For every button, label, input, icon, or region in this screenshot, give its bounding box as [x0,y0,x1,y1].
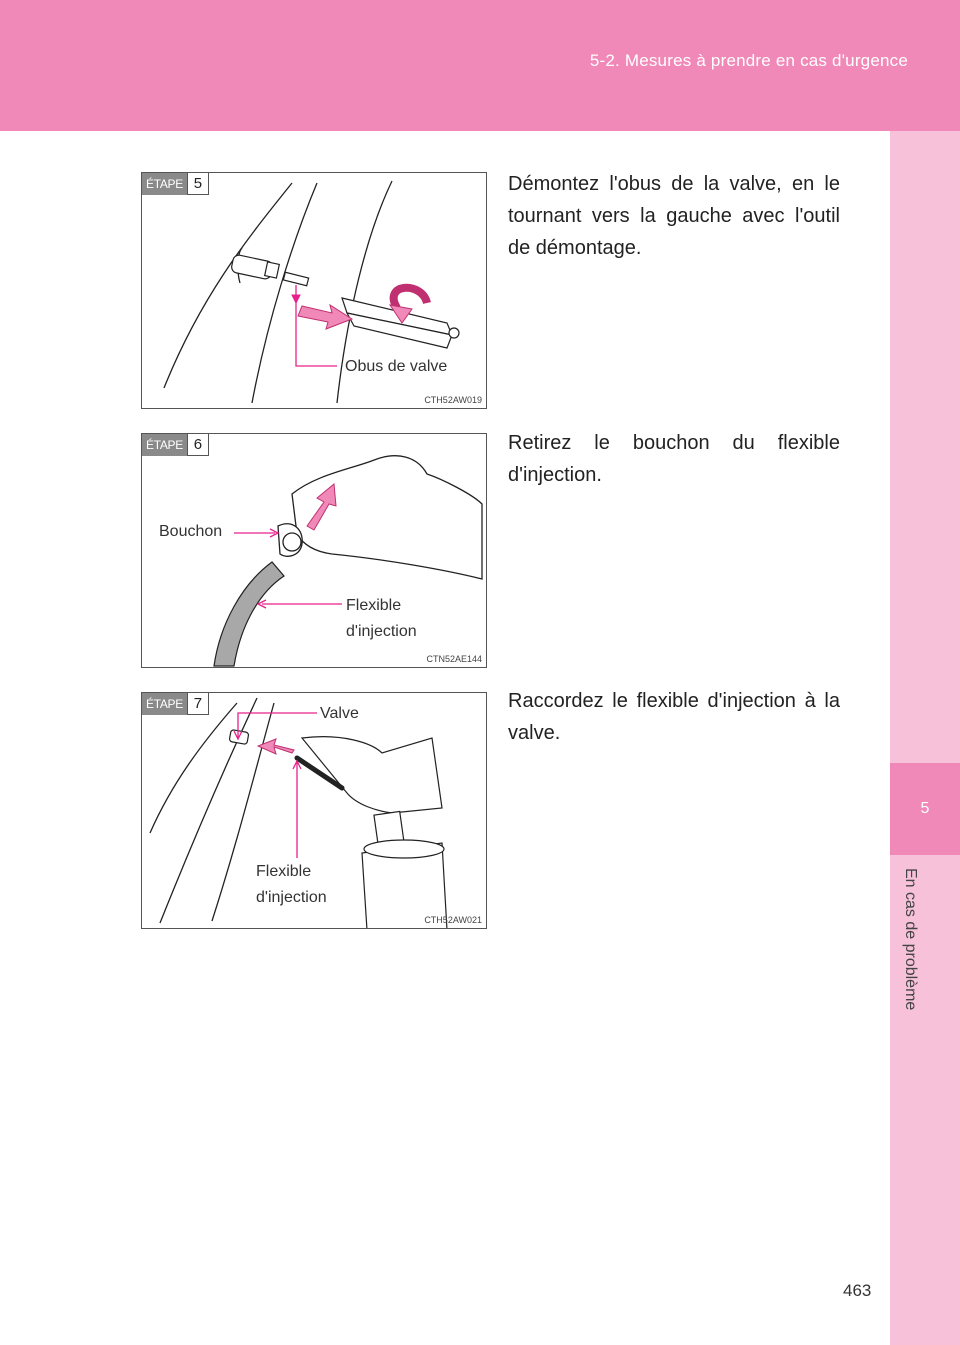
step-5-text: Démontez l'obus de la valve, en le tournant vers la gauche avec l'outil de démontage. [508,173,840,259]
chapter-title: En cas de problème [902,868,919,1011]
figure-code: CTN52AE144 [426,654,482,664]
callout-valve-core: Obus de valve [345,358,448,375]
callout-hose-line1: Flexible [256,863,312,880]
step-word: ÉTAPE [142,434,187,456]
section-title: 5-2. Mesures à prendre en cas d'urgence [589,51,908,70]
step-badge [142,173,209,195]
figure-code: CTH52AW021 [424,915,482,925]
step-word: ÉTAPE [142,173,187,195]
step-badge [142,434,209,456]
step-number: 5 [187,173,209,195]
figure-step-5 [141,172,487,409]
step-number: 6 [187,434,209,456]
cap-removal-illustration [142,434,487,668]
callout-hose-line2: d'injection [346,623,417,640]
callout-cap: Bouchon [159,523,223,540]
step-word: ÉTAPE [142,693,187,715]
chapter-number: 5 [890,763,960,855]
side-tab [890,131,960,1345]
step-6-text: Retirez le bouchon du flexible d'injection. [508,432,840,486]
figure-code: CTH52AW019 [424,395,482,405]
figure-step-7 [141,692,487,929]
page-number: 463 [843,1281,872,1300]
step-7-text: Raccordez le flexible d'injection à la valve. [508,690,840,744]
callout-hose-line1: Flexible [346,597,402,614]
chapter-header [0,0,960,131]
figure-step-6 [141,433,487,668]
callout-valve: Valve [320,705,359,722]
callout-hose-line2: d'injection [256,889,327,906]
step-number: 7 [187,693,209,715]
step-badge [142,693,209,715]
